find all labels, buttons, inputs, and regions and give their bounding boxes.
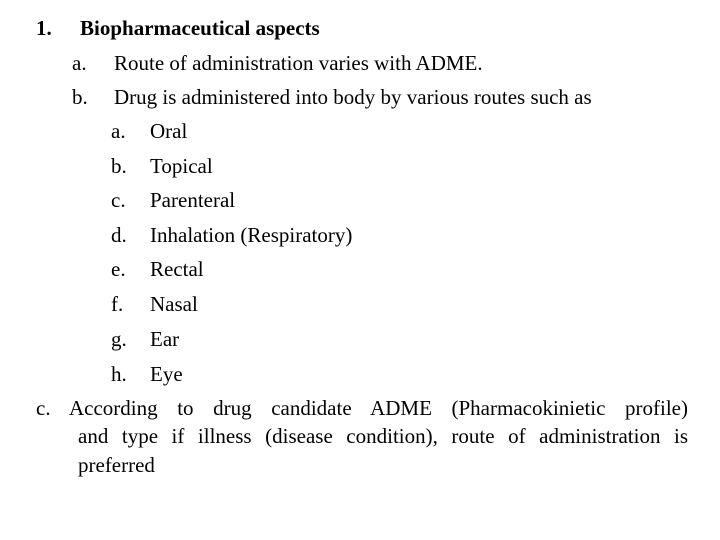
- point-marker-b: b.: [72, 85, 88, 109]
- conclusion-line-1: c. According to drug candidate ADME (Pharmacokinietic profile): [36, 396, 688, 420]
- route-marker: e.: [111, 257, 126, 281]
- route-item: Inhalation (Respiratory): [150, 223, 353, 247]
- route-item: Topical: [150, 154, 213, 178]
- route-marker: b.: [111, 154, 127, 178]
- route-item: Parenteral: [150, 188, 236, 212]
- route-item: Nasal: [150, 292, 198, 316]
- point-text-a: Route of administration varies with ADME.: [114, 51, 483, 75]
- point-text-b: Drug is administered into body by various routes such as: [114, 85, 592, 109]
- conclusion-line-3: preferred: [78, 453, 155, 477]
- route-item: Ear: [150, 327, 180, 351]
- point-marker-a: a.: [72, 51, 87, 75]
- route-marker: f.: [111, 292, 124, 316]
- heading-title: Biopharmaceutical aspects: [80, 16, 320, 40]
- route-marker: h.: [111, 362, 127, 386]
- route-marker: d.: [111, 223, 127, 247]
- route-item: Rectal: [150, 257, 204, 281]
- heading-number: 1.: [36, 16, 52, 40]
- route-marker: g.: [111, 327, 127, 351]
- route-item: Eye: [150, 362, 183, 386]
- route-marker: c.: [111, 188, 126, 212]
- conclusion-line-2: and type if illness (disease condition), route of administration is: [78, 424, 688, 448]
- route-item: Oral: [150, 119, 188, 143]
- route-marker: a.: [111, 119, 126, 143]
